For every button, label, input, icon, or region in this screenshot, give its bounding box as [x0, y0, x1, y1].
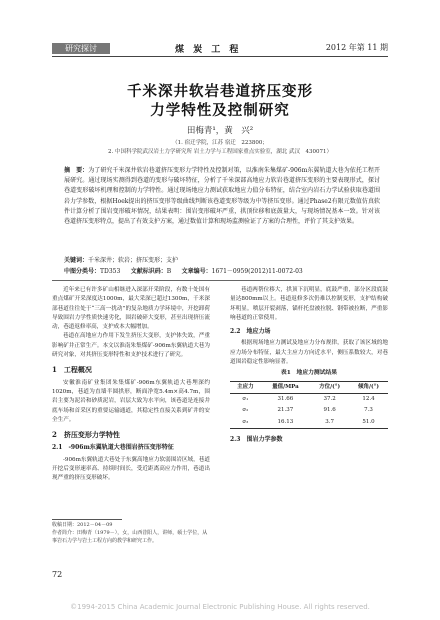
doc-code-value: B [166, 268, 172, 275]
table-header-cell: 方位/(°) [319, 383, 341, 390]
article-no-label: 文章编号： [181, 268, 212, 275]
subsection-2-1-text: -906m东翼轨道大巷处于东翼高地应力软弱围岩区域，巷道开挖后变形速率高、持续时间长，受近距离高应力作用，巷道出现严重的挤压变形破坏。 [52, 456, 210, 482]
intro-paragraph-2: 巷道在高地应力作用下发生挤压大变形，支护体失效，严重影响矿井正常生产。本文以淮南朱集煤矿-906m东翼轨道大巷为研究对象，对其挤压变形特性和支护技术进行了研究。 [52, 333, 210, 359]
table-cell: 16.13 [277, 418, 294, 425]
left-column [52, 286, 210, 484]
table-cell: σ₂ [242, 407, 249, 414]
table-row [230, 405, 388, 416]
journal-name: 煤 炭 工 程 [175, 45, 242, 55]
table-cell: 21.37 [277, 407, 294, 414]
doc-code-label: 文献标识码： [130, 268, 167, 275]
received-date: 收稿日期：2012－04－09 [52, 522, 113, 528]
copyright-watermark: ©1994-2015 China Academic Journal Electronic Publishing House. All rights reserved. [70, 603, 370, 611]
subsection-2-1-heading: 2.1 -906m东翼轨道大巷围岩挤压变形特征 [52, 444, 174, 452]
right-column [230, 286, 388, 447]
subsection-2-2-text: 根据现场地应力测试及地应力分布规律，获取了该区域的地应力场分布特征，最大主应力方向近水平，侧压系数较大，对巷道围岩稳定性影响显著。 [230, 340, 388, 366]
table-1-caption: 表1 地应力测试结果 [280, 370, 338, 377]
table-row [230, 417, 388, 429]
section-tag: 研究探讨 [52, 43, 110, 54]
paper-title-line1: 千米深井软岩巷道挤压变形 [127, 83, 313, 100]
section-2-heading: 2 挤压变形力学特性 [52, 430, 120, 440]
cls-label: 中图分类号： [64, 268, 101, 275]
section-1-heading: 1 工程概况 [52, 365, 92, 375]
table-row [230, 393, 388, 405]
table-cell: 12.4 [362, 395, 375, 402]
footnote [52, 521, 210, 545]
affiliation-2: 2. 中国科学院武汉岩土力学研究所 岩土力学与工程国家重点实验室，湖北 武汉 430071） [108, 149, 332, 155]
table-cell: 51.0 [362, 418, 375, 425]
authors: 田梅青¹，黄 兴² [186, 126, 254, 136]
subsection-2-3-heading: 2.3 围岩力学参数 [230, 435, 283, 443]
table-cell: 37.2 [323, 395, 336, 402]
table-cell: σ₃ [242, 418, 249, 425]
keywords [64, 255, 380, 264]
classification-line [64, 266, 380, 275]
table-cell: 91.6 [323, 407, 336, 414]
table-header-cell: 主应力 [237, 383, 254, 390]
abstract-rule [52, 280, 388, 281]
cls-value: TD353 [100, 268, 121, 275]
abstract-text: 为了研究千米深井软岩巷道挤压变形力学特性及控制对策，以淮南朱集煤矿-906m东翼轨道大巷为依托工程开展研究。通过现场实测得到巷道的变形与破坏特征，分析了千米深部高地应力软岩巷道挤压变形的主要表现形式，探讨巷道变形破坏机理和控制的力学特性。通过现场地应力测试获取地应力值分布特征，结合室内岩石力学试验获取巷道围岩力学参数，根据Hoek提出的挤压变形等级曲线判断该巷道变形等级为中等挤压变形。通过Phase2有限元数值仿真软件计算分析了围岩变形破坏情况，结果表明：围岩变形破坏严重，拱顶位移和底鼓量大，与现场情况基本一致。针对该巷道挤压变形特点，提出了有效支护方案，通过数值计算和现场监测验证了方案的合理性，评价了其支护效果。 [64, 167, 380, 226]
table-header-cell: 量值/MPa [272, 383, 299, 390]
paper-title-line2: 力学特性及控制研究 [150, 102, 290, 119]
table-cell: 31.66 [277, 395, 294, 402]
table-header-cell: 倾角/(°) [358, 383, 380, 390]
subsection-2-2-heading: 2.2 地应力场 [230, 328, 271, 336]
right-top-text: 巷道两帮位移大，拱顶下沉明显，底鼓严重，部分区段底鼓量达800mm以上。巷道返修多次仍难以控制变形，支护结构破坏明显。喷层开裂剥落，锚杆托盘被拉脱、钢带被拉断，严重影响巷道的正常使用。 [230, 287, 388, 321]
affiliation-1: （1. 宿迁学院，江苏 宿迁 223800； [172, 140, 268, 146]
footnote-rule [52, 519, 122, 520]
table-cell: σ₁ [242, 395, 249, 402]
keywords-text: 千米深井；软岩；挤压变形；支护 [88, 257, 179, 264]
issue-label: 2012 年第 11 期 [325, 43, 388, 52]
page-number: 72 [52, 570, 63, 579]
table-cell: 3.7 [325, 418, 334, 425]
author-bio: 作者简介：田梅青（1979－），女，山西昔阳人，讲师，硕士学位，从事岩石力学与岩土工程方向的教学和研究工作。 [52, 530, 208, 544]
abstract-label: 摘 要： [64, 167, 89, 174]
keywords-label: 关键词： [64, 257, 89, 264]
header-rule [52, 56, 388, 57]
table-header-row [230, 381, 388, 393]
intro-paragraph-1: 近年来已有许多矿山相继进入深部开采阶段，有数十处国有重点煤矿开采深度达1000m，最大采深已超过1300m，千米深部巷道往往处于“三高一扰动”的复杂地质力学环境中，开挖卸荷导致围岩力学性质快速劣化，围岩破碎大变形，甚至出现挤压流动，巷道返修率高，支护成本大幅增加。 [52, 287, 210, 331]
table-cell: 7.3 [364, 407, 373, 414]
section-1-text: 安徽淮南矿业集团朱集煤矿-906m东翼轨道大巷埋深约1020m，巷道为直墙半圆拱形，断面净宽5.4m×高4.7m，围岩主要为泥岩和砂质泥岩，岩层大致为水平向，该巷道是连接井底车场和首采区的重要运输通道，其稳定性直接关系到矿井的安全生产。 [52, 379, 210, 423]
abstract [64, 166, 380, 227]
article-no-value: 1671－0959(2012)11-0072-03 [211, 268, 303, 275]
stress-table [230, 381, 388, 429]
